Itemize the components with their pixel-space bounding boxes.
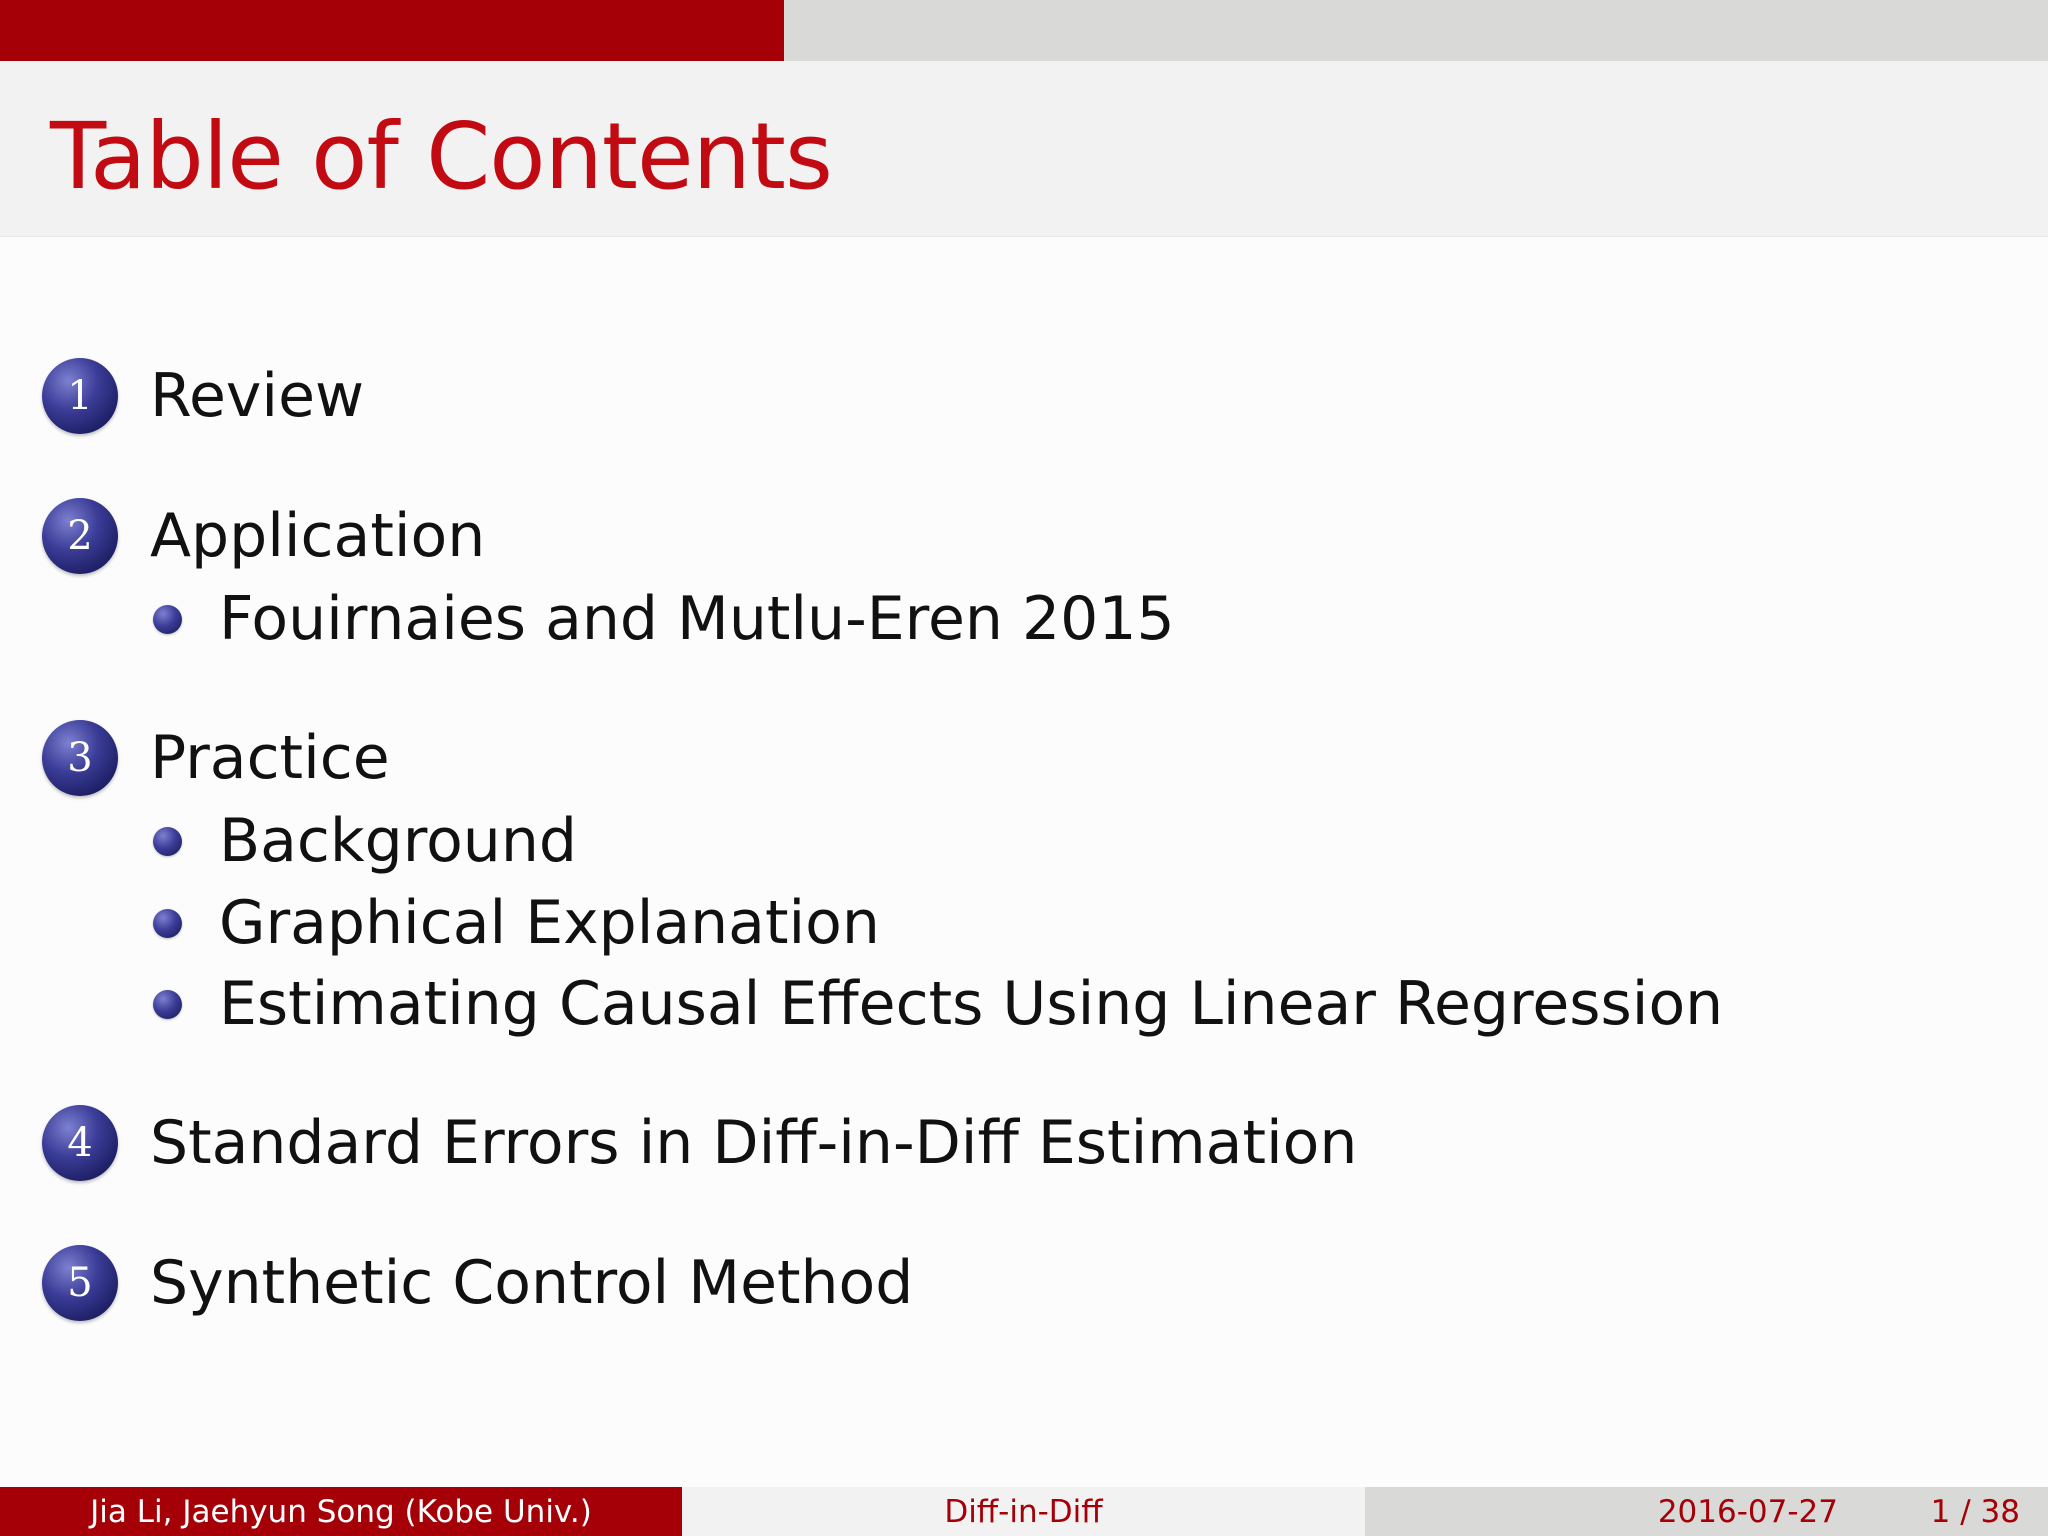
bullet-ball-icon — [153, 827, 182, 856]
footer-short-title: Diff-in-Diff — [682, 1487, 1365, 1536]
section-label: Standard Errors in Diff-in-Diff Estimation — [150, 1108, 1358, 1178]
section-label: Review — [150, 361, 365, 431]
section-number: 5 — [67, 1260, 93, 1306]
toc-subsection-background[interactable] — [153, 806, 577, 876]
toc-section-practice[interactable] — [42, 718, 390, 798]
bullet-ball-icon — [153, 909, 182, 938]
bullet-ball-icon — [153, 605, 182, 634]
section-number: 3 — [67, 735, 93, 781]
section-number: 4 — [67, 1120, 93, 1166]
toc-section-application[interactable] — [42, 496, 485, 576]
section-number-ball-icon — [42, 498, 118, 574]
page-number: 1 / 38 — [1930, 1493, 2020, 1530]
section-number: 2 — [67, 513, 93, 559]
footer-author: Jia Li, Jaehyun Song (Kobe Univ.) — [0, 1487, 682, 1536]
footer-meta — [1365, 1487, 2048, 1536]
section-number-ball-icon — [42, 358, 118, 434]
toc-subsection-graphical-explanation[interactable] — [153, 888, 880, 958]
subsection-label: Graphical Explanation — [219, 888, 880, 958]
section-number-ball-icon — [42, 1105, 118, 1181]
toc-subsection-estimating-causal-effects[interactable] — [153, 969, 1723, 1039]
toc-subsection-fouirnaies[interactable] — [153, 584, 1175, 654]
bullet-ball-icon — [153, 990, 182, 1019]
section-number-ball-icon — [42, 1245, 118, 1321]
section-number: 1 — [67, 373, 93, 419]
toc-section-review[interactable] — [42, 356, 364, 436]
section-number-ball-icon — [42, 720, 118, 796]
subsection-label: Estimating Causal Effects Using Linear Regression — [219, 969, 1724, 1039]
subsection-label: Fouirnaies and Mutlu-Eren 2015 — [219, 584, 1175, 654]
slide-title: Table of Contents — [50, 103, 832, 210]
subsection-label: Background — [219, 806, 577, 876]
section-label: Practice — [150, 723, 390, 793]
section-label: Synthetic Control Method — [150, 1248, 914, 1318]
footer — [0, 1487, 2048, 1536]
footer-date: 2016-07-27 — [1657, 1493, 1838, 1530]
section-label: Application — [150, 501, 486, 571]
toc-section-standard-errors[interactable] — [42, 1103, 1357, 1183]
toc-section-synthetic-control[interactable] — [42, 1243, 913, 1323]
